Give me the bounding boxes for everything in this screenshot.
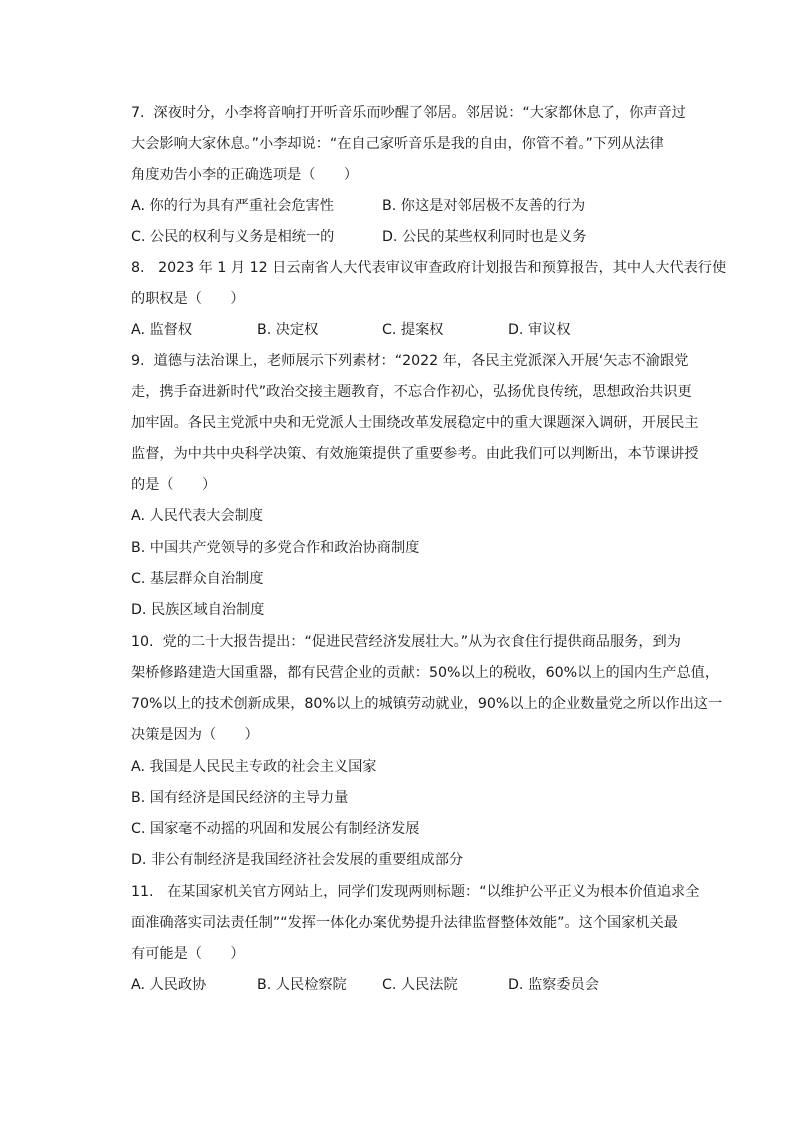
option-a: A. 人民政协 [131, 977, 207, 993]
option-c: C. 基层群众自治制度 [131, 571, 264, 587]
question-text: 10. 党的二十大报告提出：“促进民营经济发展壮大。”从为衣食住行提供商品服务，到为 [131, 634, 681, 650]
question-text: 11. 在某国家机关官方网站上，同学们发现两则标题：“以维护公平正义为根本价值追求全 [131, 884, 700, 900]
question-text: 决策是因为（ ） [131, 727, 259, 743]
option-d: D. 民族区域自治制度 [131, 602, 265, 618]
question-text: 角度劝告小李的正确选项是（ ） [131, 167, 359, 183]
option-c: C. 人民法院 [382, 977, 458, 993]
question-text: 8. 2023 年 1 月 12 日云南省人大代表审议审查政府计划报告和预算报告，其中人大代表行使 [131, 260, 727, 276]
option-a: A. 我国是人民民主专政的社会主义国家 [131, 759, 377, 775]
option-d: D. 审议权 [508, 322, 571, 338]
option-b: B. 人民检察院 [257, 977, 347, 993]
option-b: B. 决定权 [257, 322, 319, 338]
option-a: A. 人民代表大会制度 [131, 508, 263, 524]
option-d: D. 公民的某些权利同时也是义务 [382, 229, 587, 245]
question-text: 9. 道德与法治课上，老师展示下列素材：“2022 年，各民主党派深入开展‘矢志不渝跟党 [131, 353, 689, 369]
option-b: B. 中国共产党领导的多党合作和政治协商制度 [131, 540, 420, 556]
question-text: 走，携手奋进新时代”政治交接主题教育，不忘合作初心，弘扬优良传统，思想政治共识更 [131, 384, 692, 400]
question-text: 架桥修路建造大国重器，都有民营企业的贡献：50%以上的税收，60%以上的国内生产总值， [131, 665, 720, 681]
option-c: C. 提案权 [382, 322, 444, 338]
question-text: 7. 深夜时分，小李将音响打开听音乐而吵醒了邻居。邻居说：“大家都休息了，你声音过 [131, 105, 686, 121]
question-text: 的是（ ） [131, 477, 217, 493]
option-d: D. 非公有制经济是我国经济社会发展的重要组成部分 [131, 852, 464, 868]
question-text: 的职权是（ ） [131, 291, 245, 307]
option-b: B. 国有经济是国民经济的主导力量 [131, 790, 349, 806]
question-text: 面准确落实司法责任制”“发挥一体化办案优势提升法律监督整体效能”。这个国家机关最 [131, 915, 678, 931]
option-c: C. 国家毫不动摇的巩固和发展公有制经济发展 [131, 821, 420, 837]
option-a: A. 你的行为具有严重社会危害性 [131, 198, 334, 214]
option-c: C. 公民的权利与义务是相统一的 [131, 229, 335, 245]
question-text: 监督，为中共中央科学决策、有效施策提供了重要参考。由此我们可以判断出，本节课讲授 [131, 446, 699, 462]
question-text: 70%以上的技术创新成果，80%以上的城镇劳动就业，90%以上的企业数量党之所以作出这一 [131, 696, 723, 712]
option-a: A. 监督权 [131, 322, 193, 338]
option-b: B. 你这是对邻居极不友善的行为 [382, 198, 586, 214]
question-text: 加牢固。各民主党派中央和无党派人士围绕改革发展稳定中的重大课题深入调研，开展民主 [131, 415, 699, 431]
option-d: D. 监察委员会 [508, 977, 599, 993]
question-text: 大会影响大家休息。”小李却说：“在自己家听音乐是我的自由，你管不着。”下列从法律 [131, 136, 664, 152]
question-text: 有可能是（ ） [131, 946, 245, 962]
